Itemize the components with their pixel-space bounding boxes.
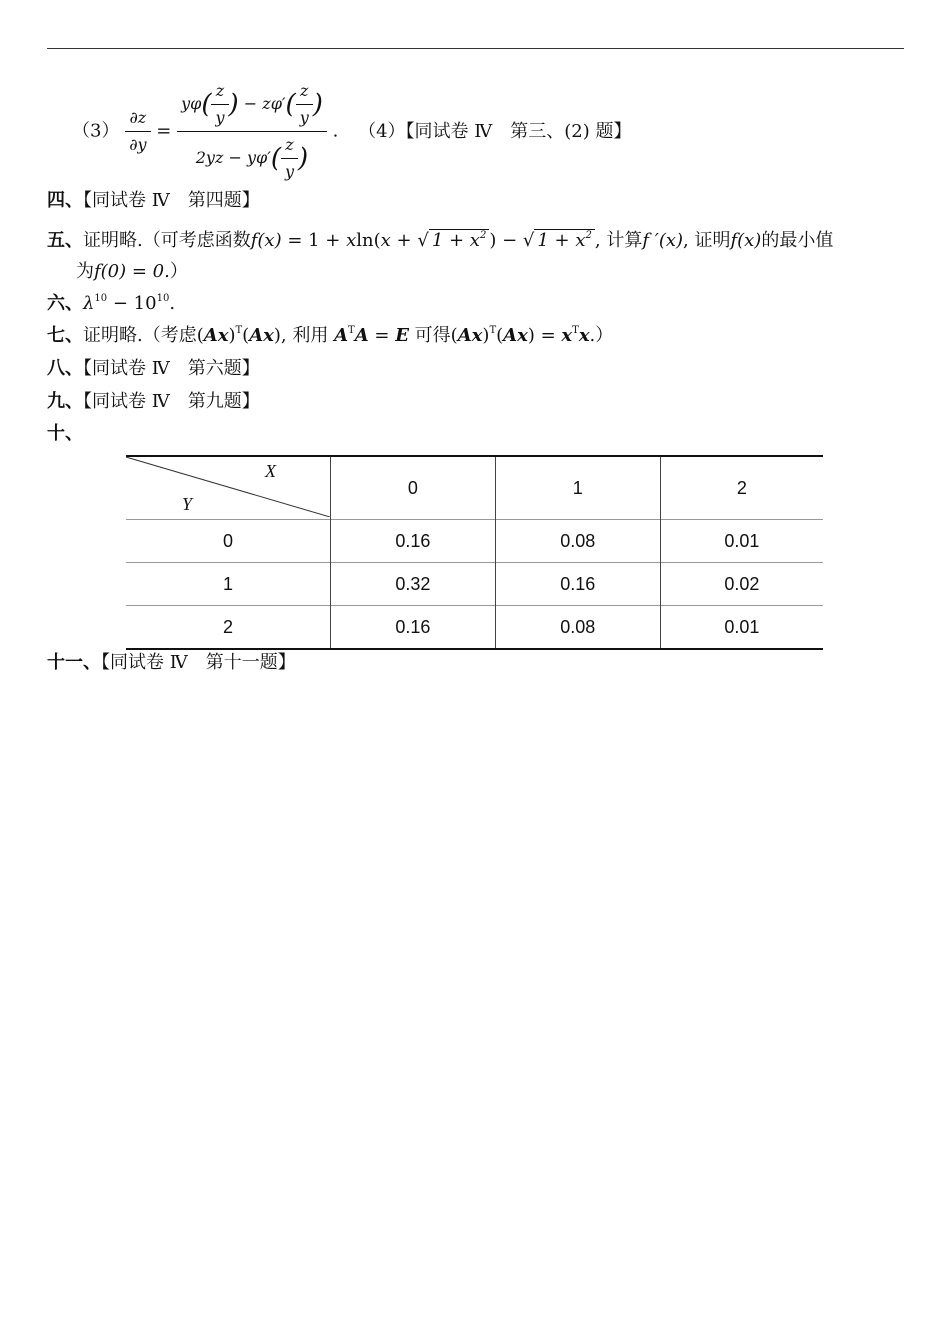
answer-10: 十、 — [47, 423, 83, 444]
table-cell: 0.08 — [495, 606, 660, 650]
table-header-row — [126, 456, 823, 520]
row-header: 2 — [126, 606, 331, 650]
table-cell: 0.32 — [331, 563, 496, 606]
x-label: X — [265, 461, 276, 481]
top-rule — [47, 48, 904, 49]
answer-4: （4）【同试卷 Ⅳ 第三、(2) 题】 — [358, 120, 632, 142]
answer-5-line2: 为f(0) = 0.） — [76, 261, 188, 282]
table-cell: 0.16 — [331, 606, 496, 650]
diagonal-line — [126, 457, 330, 517]
row-header: 1 — [126, 563, 331, 606]
answer-4-section: 四、【同试卷 Ⅳ 第四题】 — [47, 190, 260, 211]
answer-8: 八、【同试卷 Ⅳ 第六题】 — [47, 358, 260, 379]
partial-derivative: $\frac{\partial z}{\partial y}$ — [125, 105, 150, 158]
answer-5-line1: 五、证明略.（可考虑函数f(x) = 1 + xln(x + √ $1 + x^2$ ) − √ $1 + x^2$ , 计算f ′(x), 证明f(x)的最小值 — [47, 230, 834, 251]
table-cell: 0.08 — [495, 520, 660, 563]
answer-7: 七、证明略.（考虑$(Ax)^T(Ax)$, 利用 $A^TA = E$ 可得$(Ax)^T(Ax) = x^Tx$.） — [47, 325, 614, 346]
table-cell: 0.01 — [660, 520, 823, 563]
answer-3-4: （3） $\frac{\partial z}{\partial y}$ = yφ( $\frac{z}{y}$ ) − zφ′( $\frac{z}{y}$ ) 2yz − yφ′( $\frac{z}{y}$ ) . （4）【同试卷 Ⅳ 第三、(2) 题】 — [72, 78, 631, 185]
column-header: 0 — [331, 456, 496, 520]
answer-9: 九、【同试卷 Ⅳ 第九题】 — [47, 391, 260, 412]
column-header: 1 — [495, 456, 660, 520]
joint-distribution-table — [126, 455, 823, 650]
table-row — [126, 563, 823, 606]
answer-11: 十一、【同试卷 Ⅳ 第十一题】 — [47, 652, 296, 673]
diagonal-header-cell — [126, 456, 331, 520]
main-fraction: yφ( $\frac{z}{y}$ ) − zφ′( $\frac{z}{y}$ ) 2yz − yφ′( $\frac{z}{y}$ ) — [177, 78, 327, 185]
row-header: 0 — [126, 520, 331, 563]
table-row — [126, 520, 823, 563]
table-cell: 0.16 — [495, 563, 660, 606]
table-cell: 0.16 — [331, 520, 496, 563]
table-row — [126, 606, 823, 650]
column-header: 2 — [660, 456, 823, 520]
answer-6: 六、$\lambda^{10} - 10^{10}$. — [47, 293, 176, 314]
table-cell: 0.02 — [660, 563, 823, 606]
y-label: Y — [182, 494, 193, 514]
table-cell: 0.01 — [660, 606, 823, 650]
